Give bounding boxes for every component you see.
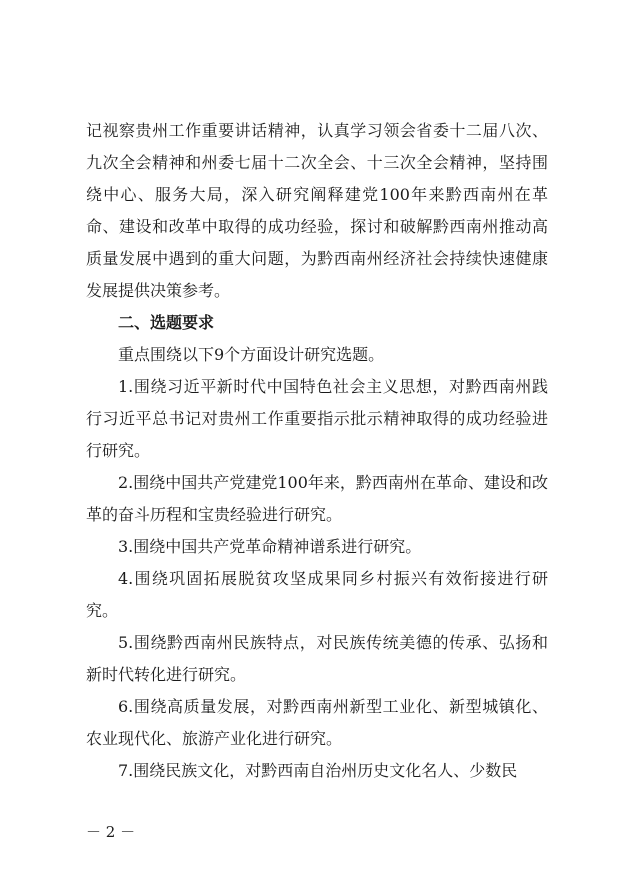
list-item: 7.围绕民族文化，对黔西南自治州历史文化名人、少数民: [118, 761, 518, 780]
topic-list: [86, 371, 548, 787]
intro-paragraph: 重点围绕以下9个方面设计研究选题。: [118, 345, 385, 364]
page-number: － 2 －: [86, 823, 136, 841]
section-heading: 二、选题要求: [118, 313, 215, 332]
list-item: 2.围绕中国共产党建党100年来，黔西南州在革命、建设和改革的奋斗历程和宝贵经验进行研究。: [86, 473, 548, 524]
list-item: 1.围绕习近平新时代中国特色社会主义思想，对黔西南州践行习近平总书记对贵州工作重要指示批示精神取得的成功经验进行研究。: [86, 377, 548, 460]
list-item: 6.围绕高质量发展，对黔西南州新型工业化、新型城镇化、农业现代化、旅游产业化进行研究。: [86, 697, 548, 748]
list-item: 4.围绕巩固拓展脱贫攻坚成果同乡村振兴有效衔接进行研究。: [86, 569, 548, 620]
list-item: 5.围绕黔西南州民族特点，对民族传统美德的传承、弘扬和新时代转化进行研究。: [86, 633, 548, 684]
list-item: 3.围绕中国共产党革命精神谱系进行研究。: [118, 537, 422, 556]
continuation-paragraph: 记视察贵州工作重要讲话精神，认真学习领会省委十二届八次、九次全会精神和州委七届十二次全会、十三次全会精神，坚持围绕中心、服务大局，深入研究阐释建党100年来黔西南州在革命、建设和改革中取得的成功经验，探讨和破解黔西南州推动高质量发展中遇到的重大问题，为黔西南州经济社会持续快速健康发展提供决策参考。: [86, 121, 548, 300]
